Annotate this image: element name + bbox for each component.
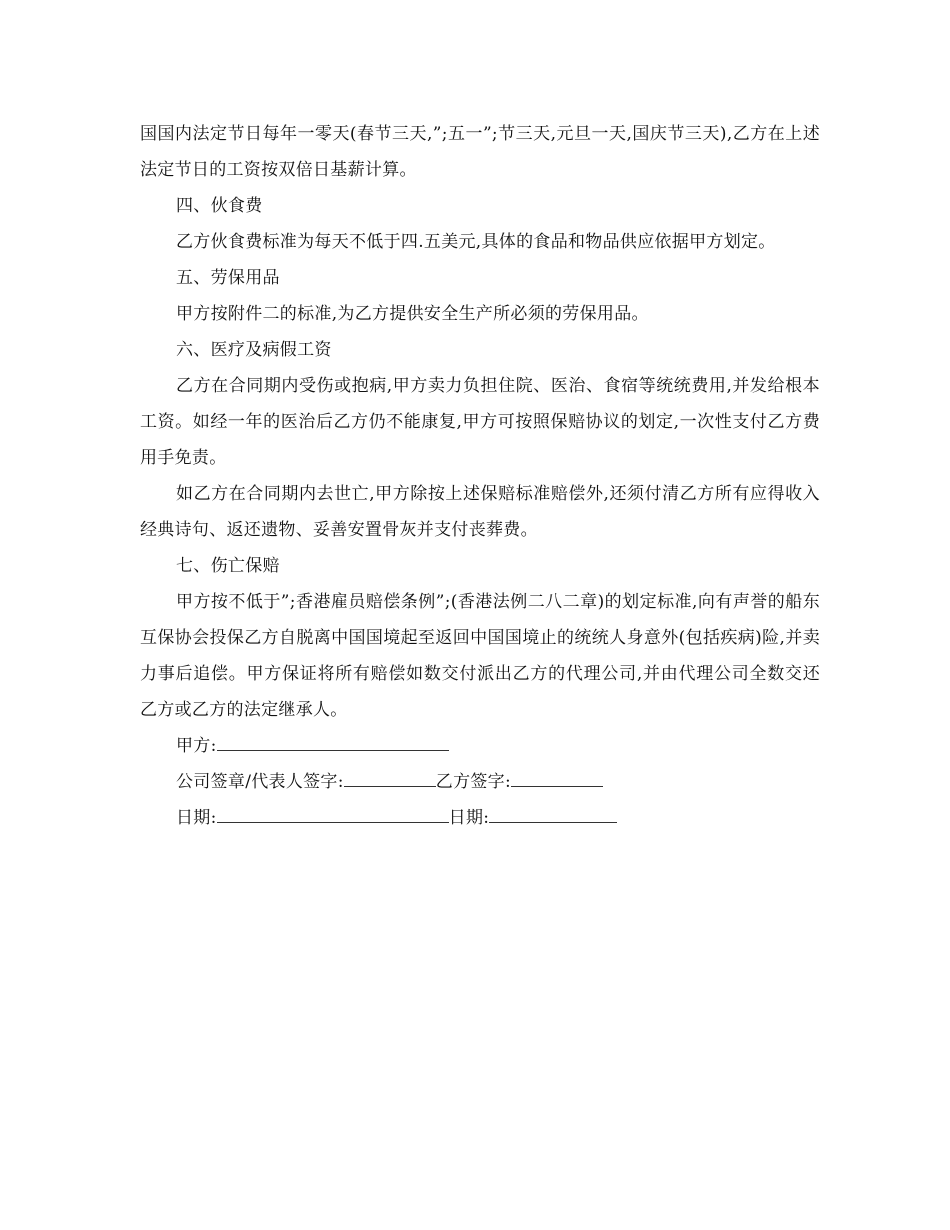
party-b-sign-blank — [511, 764, 603, 787]
section-heading-meals: 四、伙食费 — [176, 196, 263, 216]
section-heading-medical: 六、医疗及病假工资 — [176, 340, 332, 360]
section-heading-insurance: 七、伤亡保赔 — [176, 556, 280, 576]
party-a-line — [140, 728, 820, 764]
party-b-sign-label: 乙方签字: — [435, 772, 511, 792]
protective-gear-paragraph: 甲方按附件二的标准,为乙方提供安全生产所必须的劳保用品。 — [176, 304, 649, 324]
company-seal-label: 公司签章/代表人签字: — [176, 772, 344, 792]
signature-line — [140, 764, 820, 800]
meals-paragraph: 乙方伙食费标准为每天不低于四.五美元,具体的食品和物品供应依据甲方划定。 — [176, 232, 776, 252]
insurance-paragraph: 甲方按不低于”;香港雇员赔偿条例”;(香港法例二八二章)的划定标准,向有声誉的船东互保协会投保乙方自脱离中国国境起至返回中国国境止的统统人身意外(包括疾病)险,并卖力事后追偿。甲方保证将所有赔偿如数交付派出乙方的代理公司,并由代理公司全数交还乙方或乙方的法定继承人。 — [140, 592, 820, 720]
medical-paragraph: 乙方在合同期内受伤或抱病,甲方卖力负担住院、医治、食宿等统统费用,并发给根本工资。如经一年的医治后乙方仍不能康复,甲方可按照保赔协议的划定,一次性支付乙方费用手免责。 — [140, 376, 820, 468]
date-blank-a — [217, 800, 449, 823]
party-a-blank — [217, 728, 449, 751]
date-label-a: 日期: — [176, 808, 217, 828]
holiday-paragraph: 国国内法定节日每年一零天(春节三天,”;五一”;节三天,元旦一天,国庆节三天),乙方在上述法定节日的工资按双倍日基薪计算。 — [140, 124, 820, 180]
party-a-label: 甲方: — [176, 736, 217, 756]
death-paragraph: 如乙方在合同期内去世亡,甲方除按上述保赔标准赔偿外,还须付清乙方所有应得收入经典诗句、返还遗物、妥善安置骨灰并支付丧葬费。 — [140, 484, 820, 540]
section-heading-protective-gear: 五、劳保用品 — [176, 268, 280, 288]
date-blank-b — [489, 800, 617, 823]
date-label-b: 日期: — [448, 808, 490, 828]
company-seal-blank — [344, 764, 436, 787]
date-line — [140, 800, 820, 836]
document-body — [140, 116, 820, 836]
